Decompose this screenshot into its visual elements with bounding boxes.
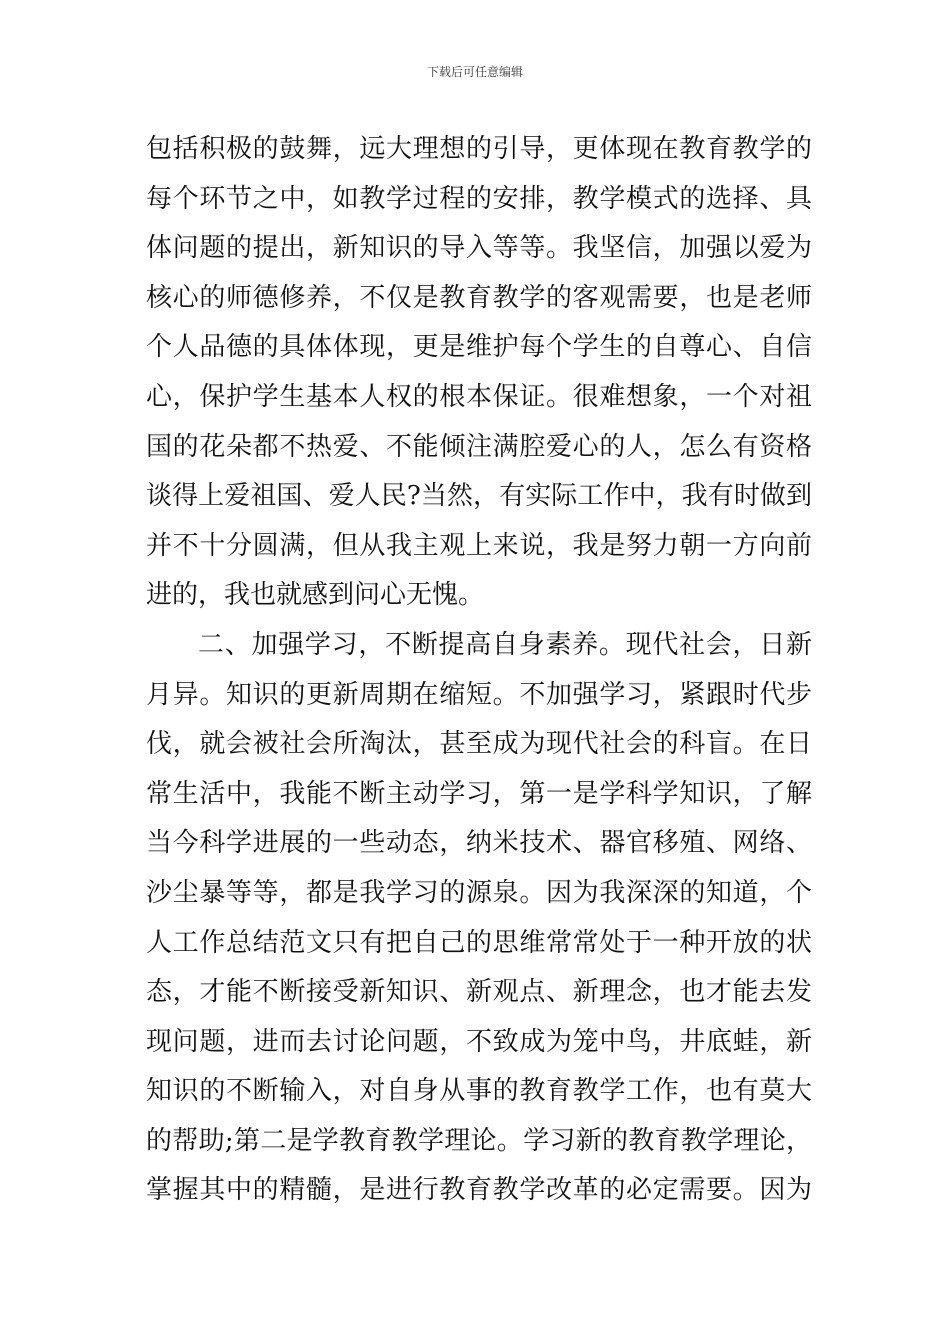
text-line: 个人品德的具体体现，更是维护每个学生的自尊心、自信 [146, 332, 812, 363]
text-line: 掌握其中的精髓，是进行教育教学改革的必定需要。因为 [146, 1175, 812, 1206]
text-line: 沙尘暴等等，都是我学习的源泉。因为我深深的知道，个 [146, 877, 812, 908]
text-line: 伐，就会被社会所淘汰，甚至成为现代社会的科盲。在日 [146, 729, 812, 760]
text-line: 态，才能不断接受新知识、新观点、新理念，也才能去发 [146, 977, 812, 1008]
text-line: 常生活中，我能不断主动学习，第一是学科学知识，了解 [146, 778, 812, 809]
text-line: 心，保护学生基本人权的根本保证。很难想象，一个对祖 [146, 381, 812, 412]
text-line: 谈得上爱祖国、爱人民?当然，有实际工作中，我有时做到 [146, 481, 812, 512]
text-line: 进的，我也就感到问心无愧。 [146, 580, 485, 611]
text-line: 当今科学进展的一些动态，纳米技术、器官移殖、网络、 [146, 828, 812, 859]
text-line: 人工作总结范文只有把自己的思维常常处于一种开放的状 [146, 927, 812, 958]
text-line: 核心的师德修养，不仅是教育教学的客观需要，也是老师 [146, 282, 812, 313]
paragraph-1 [146, 125, 812, 621]
text-line: 二、加强学习，不断提高自身素养。现代社会，日新 [198, 629, 812, 660]
text-line: 体问题的提出，新知识的导入等等。我坚信，加强以爱为 [146, 233, 812, 264]
text-line: 现问题，进而去讨论问题，不致成为笼中鸟，井底蛙，新 [146, 1026, 812, 1057]
text-line: 每个环节之中，如教学过程的安排，教学模式的选择、具 [146, 183, 812, 214]
page-header: 下载后可任意编辑 [426, 65, 523, 79]
paragraph-2 [146, 621, 812, 1216]
text-line: 并不十分圆满，但从我主观上来说，我是努力朝一方向前 [146, 530, 812, 561]
text-line: 的帮助;第二是学教育教学理论。学习新的教育教学理论， [146, 1125, 812, 1156]
document-body [146, 125, 812, 1216]
text-line: 知识的不断输入，对自身从事的教育教学工作，也有莫大 [146, 1076, 812, 1107]
text-line: 月异。知识的更新周期在缩短。不加强学习，紧跟时代步 [146, 679, 812, 710]
text-line: 包括积极的鼓舞，远大理想的引导，更体现在教育教学的 [146, 134, 812, 164]
text-line: 国的花朵都不热爱、不能倾注满腔爱心的人，怎么有资格 [146, 431, 812, 462]
